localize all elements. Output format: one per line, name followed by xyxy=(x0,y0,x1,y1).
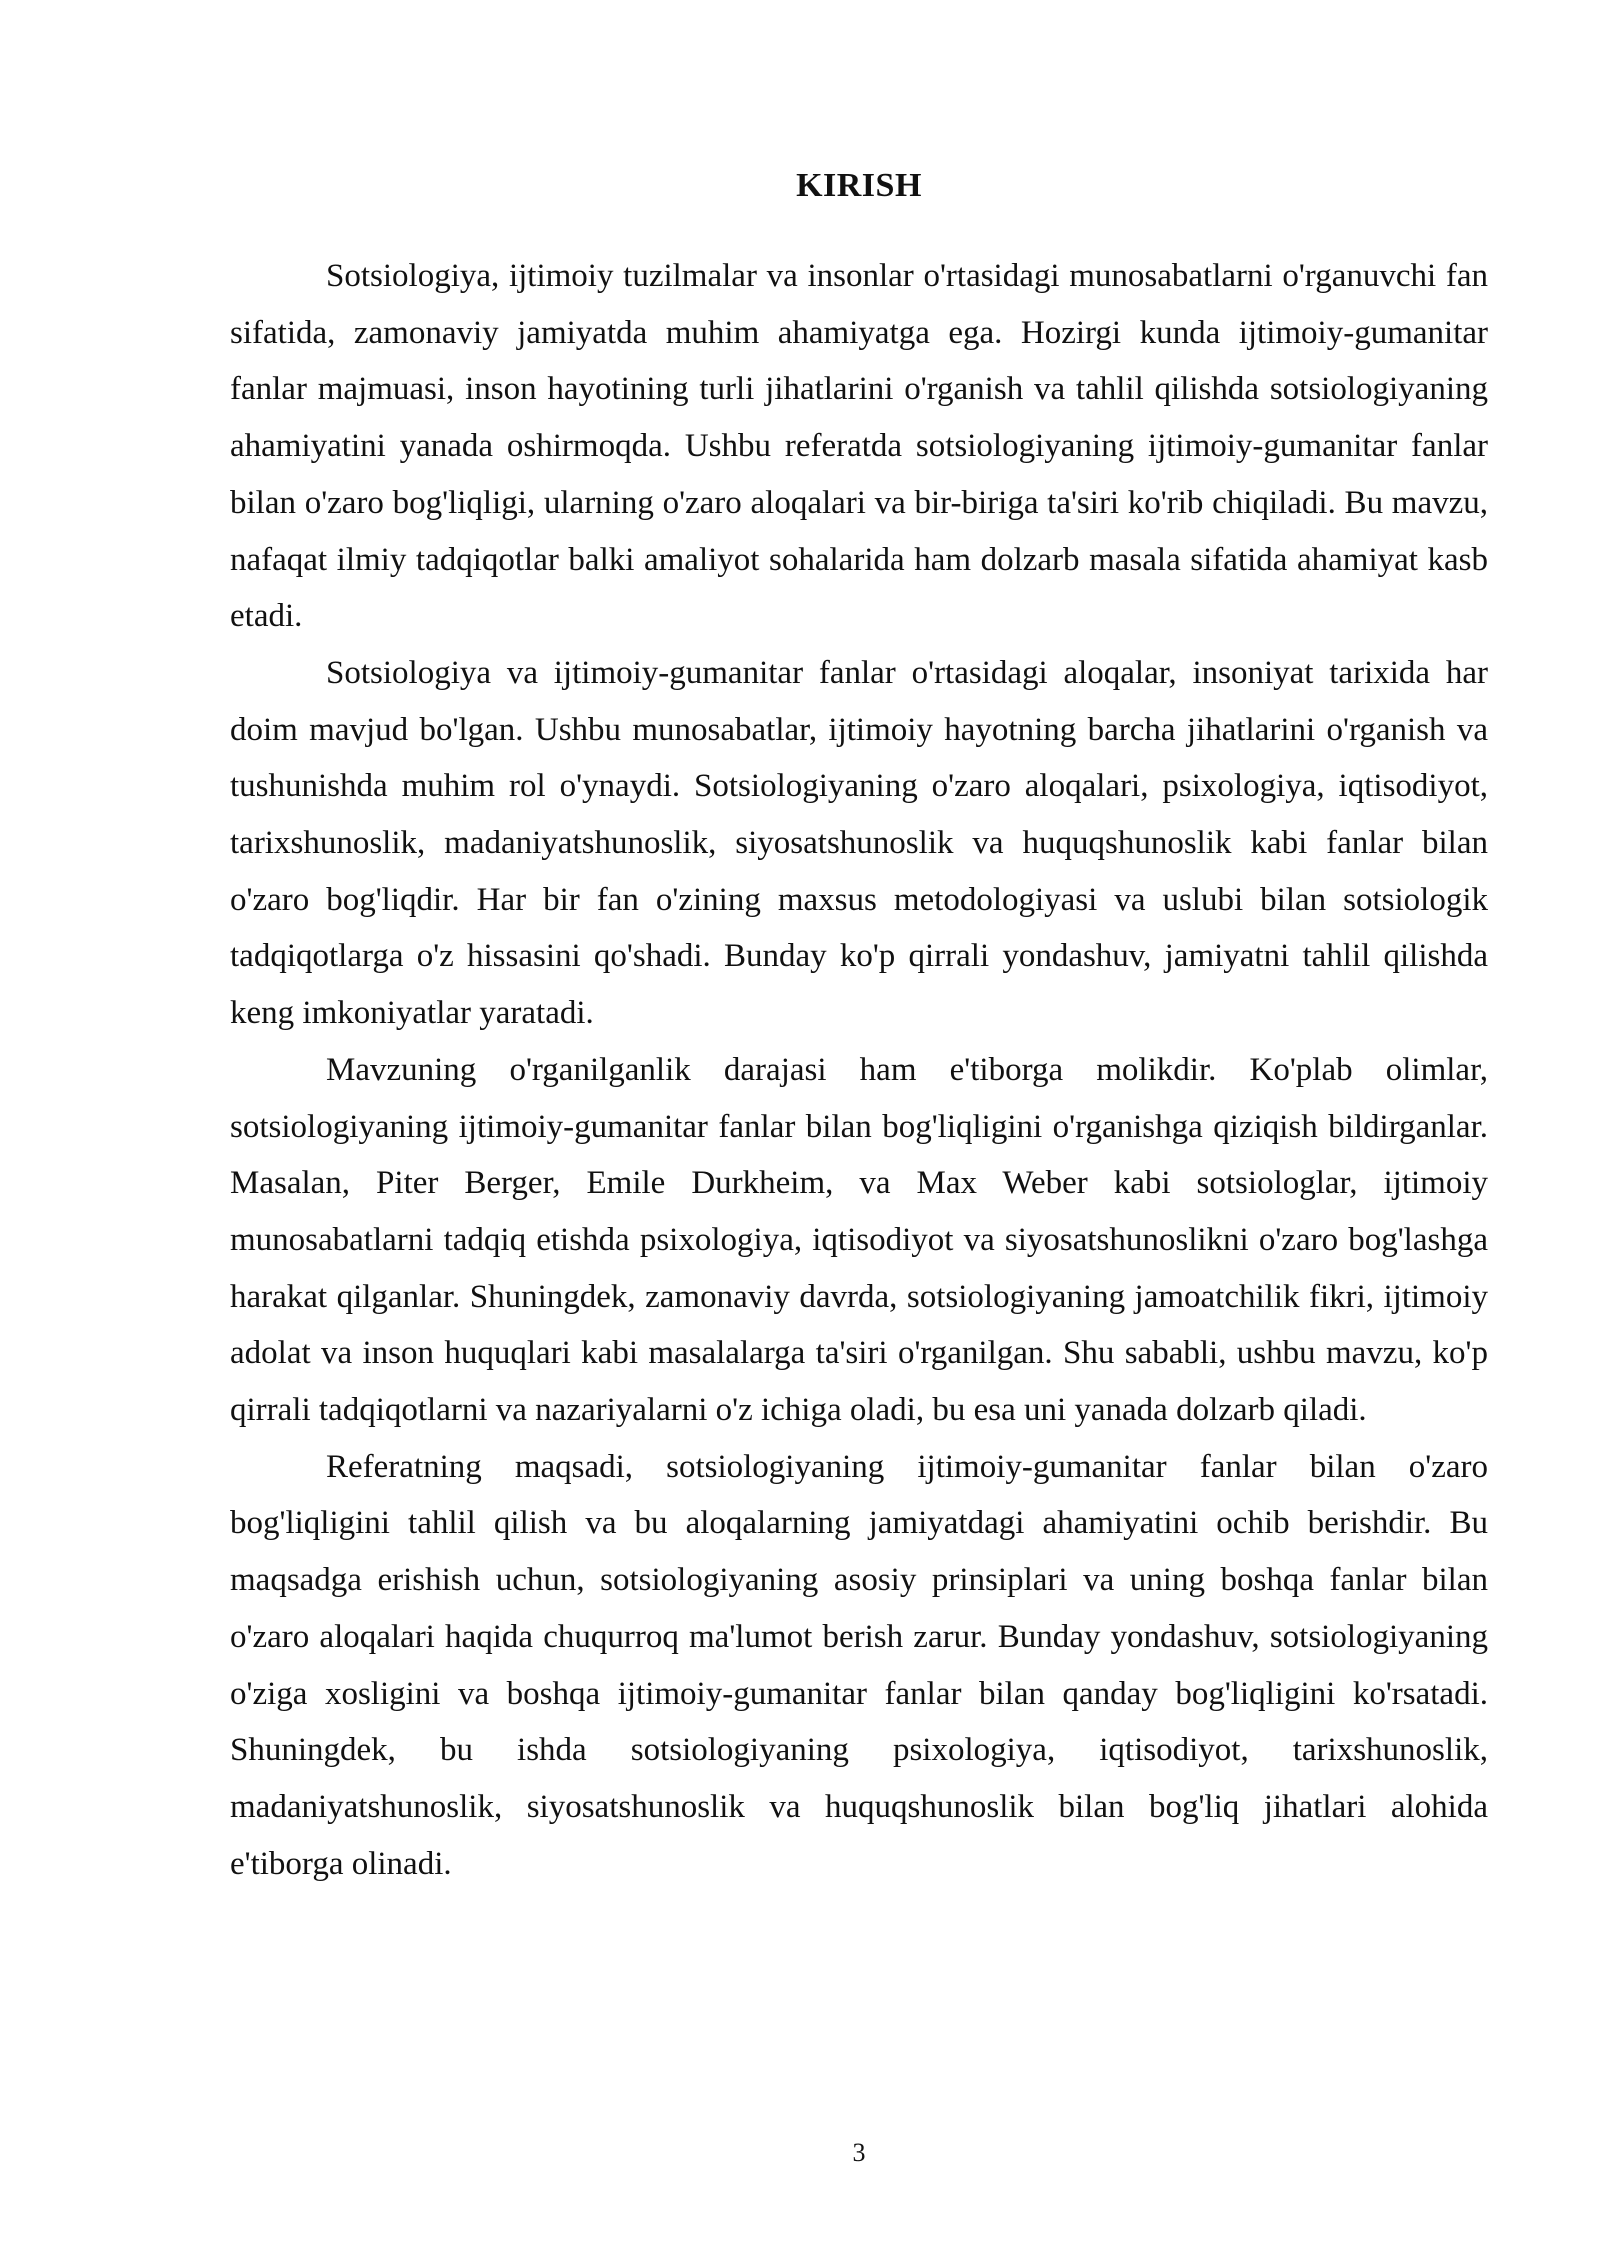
paragraph-1: Sotsiologiya, ijtimoiy tuzilmalar va insonlar o'rtasidagi munosabatlarni o'rganuvchi fan sifatida, zamonaviy jamiyatda muhim ahamiyatga ega. Hozirgi kunda ijtimoiy-gumanitar fanlar majmuasi, inson hayotining turli jihatlarini o'rganish va tahlil qilishda sotsiologiyaning ahamiyatini yanada oshirmoqda. Ushbu referatda sotsiologiyaning ijtimoiy-gumanitar fanlar bilan o'zaro bog'liqligi, ularning o'zaro aloqalari va bir-biriga ta'siri ko'rib chiqiladi. Bu mavzu, nafaqat ilmiy tadqiqotlar balki amaliyot sohalarida ham dolzarb masala sifatida ahamiyat kasb etadi. xyxy=(230,258,1488,635)
paragraph-4: Referatning maqsadi, sotsiologiyaning ijtimoiy-gumanitar fanlar bilan o'zaro bog'liqligini tahlil qilish va bu aloqalarning jamiyatdagi ahamiyatini ochib berishdir. Bu maqsadga erishish uchun, sotsiologiyaning asosiy prinsiplari va uning boshqa fanlar bilan o'zaro aloqalari haqida chuqurroq ma'lumot berish zarur. Bunday yondashuv, sotsiologiyaning o'ziga xosligini va boshqa ijtimoiy-gumanitar fanlar bilan qanday bog'liqligini ko'rsatadi. Shuningdek, bu ishda sotsiologiyaning psixologiya, iqtisodiyot, tarixshunoslik, madaniyatshunoslik, siyosatshunoslik va huquqshunoslik bilan bog'liq jihatlari alohida e'tiborga olinadi. xyxy=(230,1448,1488,1882)
document-body xyxy=(230,248,1488,1892)
page-title: KIRISH xyxy=(796,167,922,204)
paragraph-2: Sotsiologiya va ijtimoiy-gumanitar fanlar o'rtasidagi aloqalar, insoniyat tarixida har doim mavjud bo'lgan. Ushbu munosabatlar, ijtimoiy hayotning barcha jihatlarini o'rganish va tushunishda muhim rol o'ynaydi. Sotsiologiyaning o'zaro aloqalari, psixologiya, iqtisodiyot, tarixshunoslik, madaniyatshunoslik, siyosatshunoslik va huquqshunoslik kabi fanlar bilan o'zaro bog'liqdir. Har bir fan o'zining maxsus metodologiyasi va uslubi bilan sotsiologik tadqiqotlarga o'z hissasini qo'shadi. Bunday ko'p qirrali yondashuv, jamiyatni tahlil qilishda keng imkoniyatlar yaratadi. xyxy=(230,654,1488,1032)
page-number: 3 xyxy=(852,2138,866,2167)
paragraph-3: Mavzuning o'rganilganlik darajasi ham e'tiborga molikdir. Ko'plab olimlar, sotsiologiyaning ijtimoiy-gumanitar fanlar bilan bog'liqligini o'rganishga qiziqish bildirganlar. Masalan, Piter Berger, Emile Durkheim, va Max Weber kabi sotsiologlar, ijtimoiy munosabatlarni tadqiq etishda psixologiya, iqtisodiyot va siyosatshunoslikni o'zaro bog'lashga harakat qilganlar. Shuningdek, zamonaviy davrda, sotsiologiyaning jamoatchilik fikri, ijtimoiy adolat va inson huquqlari kabi masalalarga ta'siri o'rganilgan. Shu sababli, ushbu mavzu, ko'p qirrali tadqiqotlarni va nazariyalarni o'z ichiga oladi, bu esa uni yanada dolzarb qiladi. xyxy=(230,1051,1488,1429)
